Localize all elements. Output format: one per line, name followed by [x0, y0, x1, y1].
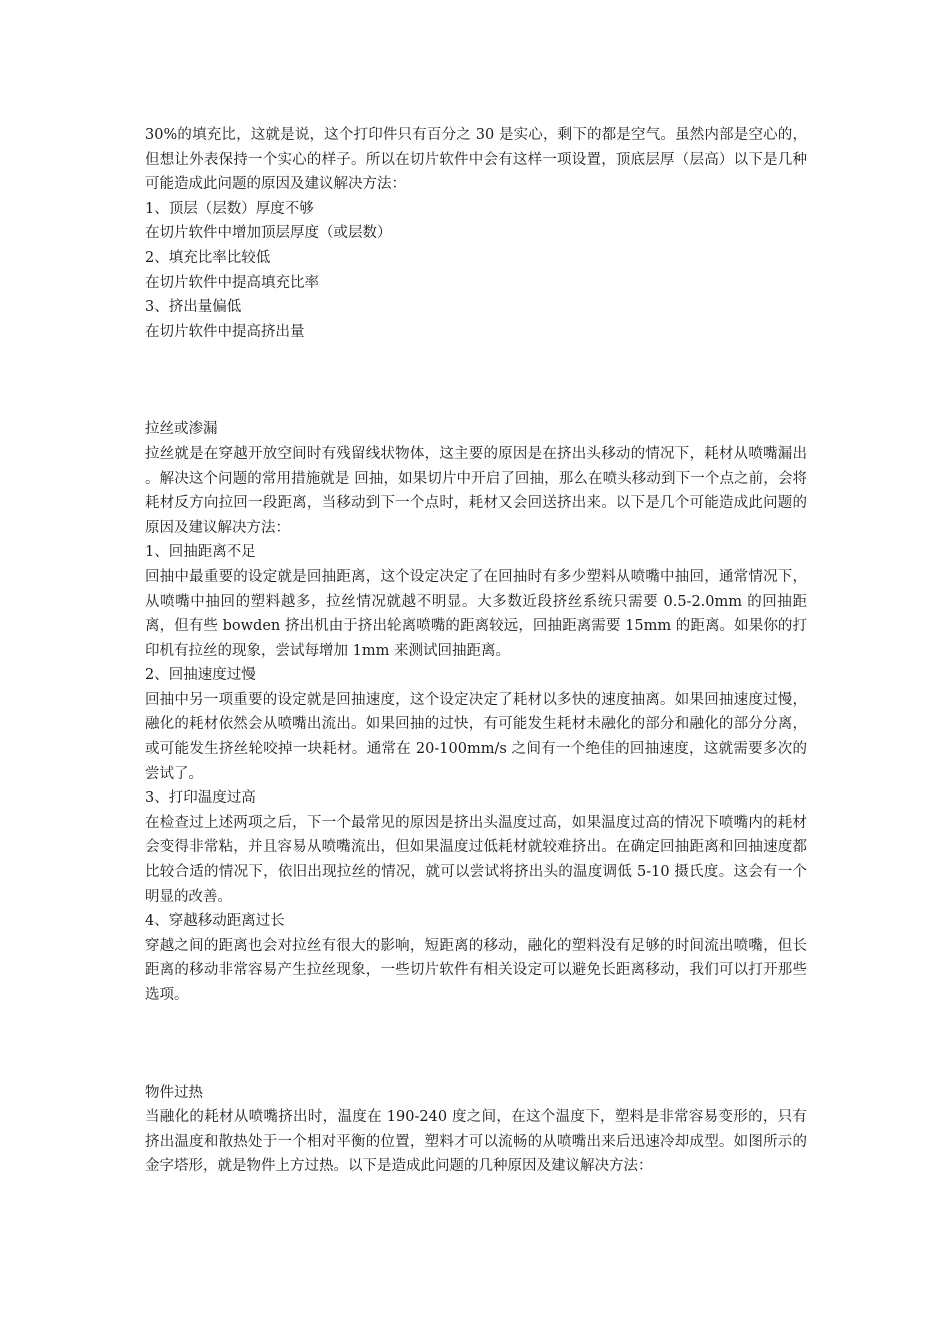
section2-item1-title: 1、回抽距离不足: [145, 544, 256, 561]
section1-intro: 30%的填充比，这就是说，这个打印件只有百分之 30 是实心，剩下的都是空气。虽然内部是空心的，但想让外表保持一个实心的样子。所以在切片软件中会有这样一项设置，顶底层厚（层高）以下是几种可能造成此问题的原因及建议解决方法：: [145, 127, 807, 193]
section2-item2-title: 2、回抽速度过慢: [145, 667, 256, 684]
section2-heading: 拉丝或渗漏: [145, 421, 218, 438]
section-spacer: [145, 344, 807, 417]
section2-item2-body: 回抽中另一项重要的设定就是回抽速度，这个设定决定了耗材以多快的速度抽离。如果回抽速度过慢，融化的耗材依然会从喷嘴出流出。如果回抽的过快，有可能发生耗材未融化的部分和融化的部分分离，或可能发生挤丝轮咬掉一块耗材。通常在 20-100mm/s 之间有一个绝佳的回抽速度，这就需要多次的尝试了。: [145, 691, 807, 782]
section2-item4-body: 穿越之间的距离也会对拉丝有很大的影响，短距离的移动，融化的塑料没有足够的时间流出喷嘴，但长距离的移动非常容易产生拉丝现象，一些切片软件有相关设定可以避免长距离移动，我们可以打开那些选项。: [145, 937, 807, 1003]
section1-item2-body: 在切片软件中提高填充比率: [145, 274, 319, 291]
section-spacer: [145, 1008, 807, 1081]
section3-intro: 当融化的耗材从喷嘴挤出时，温度在 190-240 度之间，在这个温度下，塑料是非常容易变形的，只有挤出温度和散热处于一个相对平衡的位置，塑料才可以流畅的从喷嘴出来后迅速冷却成型。如图所示的金字塔形，就是物件上方过热。以下是造成此问题的几种原因及建议解决方法：: [145, 1109, 807, 1175]
section2-item4-title: 4、穿越移动距离过长: [145, 913, 285, 930]
section1-item1-body: 在切片软件中增加顶层厚度（或层数）: [145, 225, 392, 242]
section2-intro: 拉丝就是在穿越开放空间时有残留线状物体，这主要的原因是在挤出头移动的情况下，耗材从喷嘴漏出 。解决这个问题的常用措施就是 回抽，如果切片中开启了回抽，那么在喷头移动到下一个点之前，会将耗材反方向拉回一段距离，当移动到下一个点时，耗材又会回送挤出来。以下是几个可能造成此问题的原因及建议解决方法：: [145, 445, 807, 536]
document-body: [145, 123, 807, 1179]
section3-heading: 物件过热: [145, 1084, 203, 1101]
section2-item3-title: 3、打印温度过高: [145, 790, 256, 807]
section1-item2-title: 2、填充比率比较低: [145, 249, 271, 266]
section2-item3-body: 在检查过上述两项之后，下一个最常见的原因是挤出头温度过高，如果温度过高的情况下喷嘴内的耗材会变得非常粘，并且容易从喷嘴流出，但如果温度过低耗材就较难挤出。在确定回抽距离和回抽速度都比较合适的情况下，依旧出现拉丝的情况，就可以尝试将挤出头的温度调低 5-10 摄氏度。这会有一个明显的改善。: [145, 814, 807, 905]
section1-item3-body: 在切片软件中提高挤出量: [145, 323, 305, 340]
section1-item1-title: 1、顶层（层数）厚度不够: [145, 200, 314, 217]
section2-item1-body: 回抽中最重要的设定就是回抽距离，这个设定决定了在回抽时有多少塑料从喷嘴中抽回，通常情况下，从喷嘴中抽回的塑料越多，拉丝情况就越不明显。大多数近段挤丝系统只需要 0.5-2.0mm 的回抽距离，但有些 bowden 挤出机由于挤出轮离喷嘴的距离较远，回抽距离需要 15mm 的距离。如果你的打印机有拉丝的现象，尝试每增加 1mm 来测试回抽距离。: [145, 568, 807, 659]
section1-item3-title: 3、挤出量偏低: [145, 299, 242, 316]
